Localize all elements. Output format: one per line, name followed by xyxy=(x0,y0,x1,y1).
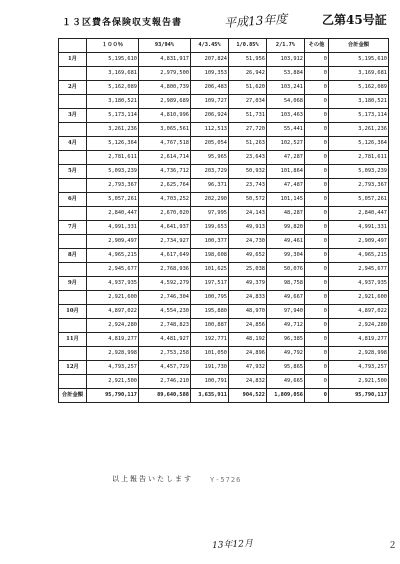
table-cell: 5,093,239 xyxy=(87,165,139,179)
column-header xyxy=(59,39,87,53)
month-cell xyxy=(59,179,87,193)
table-cell: 50,076 xyxy=(267,263,305,277)
exhibit-stamp: 乙第45号証 xyxy=(322,13,387,27)
table-cell: 103,463 xyxy=(267,109,305,123)
table-cell: 0 xyxy=(305,305,329,319)
report-table xyxy=(58,38,389,403)
table-cell: 192,771 xyxy=(191,333,229,347)
table-cell: 23,643 xyxy=(229,151,267,165)
table-cell: 0 xyxy=(305,235,329,249)
table-row xyxy=(59,235,389,249)
table-cell: 2,746,210 xyxy=(139,375,191,389)
table-cell: 0 xyxy=(305,347,329,361)
table-cell: 0 xyxy=(305,81,329,95)
column-header: 93/94% xyxy=(139,39,191,53)
month-cell xyxy=(59,263,87,277)
table-cell: 5,195,610 xyxy=(87,53,139,67)
total-cell: 95,790,117 xyxy=(329,389,389,403)
table-cell: 2,909,497 xyxy=(329,235,389,249)
handwritten-year: 平成13年度 xyxy=(223,11,288,31)
table-cell: 25,038 xyxy=(229,263,267,277)
table-cell: 4,810,996 xyxy=(139,109,191,123)
table-cell: 50,932 xyxy=(229,165,267,179)
month-cell: 8月 xyxy=(59,249,87,263)
table-cell: 2,921,600 xyxy=(87,291,139,305)
table-cell: 2,924,280 xyxy=(87,319,139,333)
table-header-row xyxy=(59,39,389,53)
total-cell: 904,522 xyxy=(229,389,267,403)
table-cell: 109,727 xyxy=(191,95,229,109)
table-cell: 4,592,279 xyxy=(139,277,191,291)
table-cell: 4,897,022 xyxy=(329,305,389,319)
total-cell: 3,635,911 xyxy=(191,389,229,403)
table-cell: 49,712 xyxy=(267,319,305,333)
table-cell: 24,833 xyxy=(229,291,267,305)
table-cell: 99,304 xyxy=(267,249,305,263)
table-cell: 2,928,998 xyxy=(87,347,139,361)
table-cell: 195,880 xyxy=(191,305,229,319)
table-cell: 48,192 xyxy=(229,333,267,347)
table-cell: 4,793,257 xyxy=(329,361,389,375)
table-row xyxy=(59,123,389,137)
table-cell: 4,457,729 xyxy=(139,361,191,375)
table-cell: 0 xyxy=(305,179,329,193)
table-cell: 2,781,611 xyxy=(87,151,139,165)
table-cell: 55,441 xyxy=(267,123,305,137)
table-cell: 51,620 xyxy=(229,81,267,95)
table-row xyxy=(59,207,389,221)
page-mark: ２ xyxy=(388,541,398,551)
table-cell: 99,820 xyxy=(267,221,305,235)
column-header: 1/0.85% xyxy=(229,39,267,53)
table-cell: 206,483 xyxy=(191,81,229,95)
table-cell: 0 xyxy=(305,221,329,235)
total-row xyxy=(59,389,389,403)
table-cell: 24,730 xyxy=(229,235,267,249)
table-cell: 54,068 xyxy=(267,95,305,109)
table-cell: 0 xyxy=(305,207,329,221)
document-title: １３区費各保険収支報告書 xyxy=(62,18,183,28)
table-cell: 2,921,500 xyxy=(329,375,389,389)
table-cell: 0 xyxy=(305,109,329,123)
table-cell: 198,608 xyxy=(191,249,229,263)
table-cell: 3,261,236 xyxy=(329,123,389,137)
table-cell: 49,652 xyxy=(229,249,267,263)
table-cell: 101,050 xyxy=(191,347,229,361)
table-cell: 51,956 xyxy=(229,53,267,67)
month-cell: 10月 xyxy=(59,305,87,319)
month-cell: 7月 xyxy=(59,221,87,235)
table-cell: 50,572 xyxy=(229,193,267,207)
table-cell: 97,995 xyxy=(191,207,229,221)
month-cell xyxy=(59,375,87,389)
table-cell: 4,897,022 xyxy=(87,305,139,319)
table-cell: 102,527 xyxy=(267,137,305,151)
table-cell: 0 xyxy=(305,361,329,375)
month-cell: 11月 xyxy=(59,333,87,347)
table-cell: 4,991,331 xyxy=(87,221,139,235)
table-cell: 95,865 xyxy=(267,361,305,375)
table-row xyxy=(59,95,389,109)
document-code: Y-5726 xyxy=(210,476,242,484)
table-cell: 100,377 xyxy=(191,235,229,249)
table-cell: 49,667 xyxy=(267,291,305,305)
table-cell: 4,965,215 xyxy=(329,249,389,263)
column-header: 合計金額 xyxy=(329,39,389,53)
table-cell: 2,768,936 xyxy=(139,263,191,277)
table-cell: 3,169,681 xyxy=(87,67,139,81)
table-cell: 2,753,258 xyxy=(139,347,191,361)
table-cell: 109,353 xyxy=(191,67,229,81)
table-row xyxy=(59,277,389,291)
table-cell: 0 xyxy=(305,151,329,165)
table-cell: 0 xyxy=(305,123,329,137)
table-cell: 4,703,252 xyxy=(139,193,191,207)
table-cell: 26,942 xyxy=(229,67,267,81)
column-header: 2/1.7% xyxy=(267,39,305,53)
table-cell: 0 xyxy=(305,333,329,347)
table-cell: 103,241 xyxy=(267,81,305,95)
table-cell: 5,057,261 xyxy=(329,193,389,207)
table-row xyxy=(59,249,389,263)
table-cell: 24,896 xyxy=(229,347,267,361)
table-cell: 95,965 xyxy=(191,151,229,165)
table-cell: 0 xyxy=(305,263,329,277)
table-cell: 0 xyxy=(305,291,329,305)
table-cell: 24,856 xyxy=(229,319,267,333)
table-cell: 207,824 xyxy=(191,53,229,67)
table-cell: 0 xyxy=(305,53,329,67)
table-cell: 3,180,521 xyxy=(329,95,389,109)
month-cell xyxy=(59,319,87,333)
table-cell: 4,641,937 xyxy=(139,221,191,235)
table-cell: 100,791 xyxy=(191,375,229,389)
table-cell: 103,912 xyxy=(267,53,305,67)
table-cell: 48,287 xyxy=(267,207,305,221)
table-cell: 48,970 xyxy=(229,305,267,319)
table-cell: 2,793,367 xyxy=(87,179,139,193)
table-cell: 4,554,230 xyxy=(139,305,191,319)
table-cell: 47,932 xyxy=(229,361,267,375)
table-cell: 2,945,677 xyxy=(329,263,389,277)
table-cell: 4,937,935 xyxy=(329,277,389,291)
table-cell: 4,819,277 xyxy=(87,333,139,347)
table-cell: 4,937,935 xyxy=(87,277,139,291)
table-cell: 0 xyxy=(305,67,329,81)
table-cell: 4,800,739 xyxy=(139,81,191,95)
table-cell: 96,385 xyxy=(267,333,305,347)
month-cell xyxy=(59,123,87,137)
handwritten-date: 13年12月 xyxy=(211,538,254,552)
table-cell: 4,831,917 xyxy=(139,53,191,67)
table-cell: 2,924,280 xyxy=(329,319,389,333)
table-cell: 101,145 xyxy=(267,193,305,207)
table-cell: 23,743 xyxy=(229,179,267,193)
table-row xyxy=(59,221,389,235)
table-cell: 53,884 xyxy=(267,67,305,81)
month-cell: 9月 xyxy=(59,277,87,291)
table-cell: 0 xyxy=(305,95,329,109)
table-cell: 2,921,600 xyxy=(329,291,389,305)
month-cell: 2月 xyxy=(59,81,87,95)
table-cell: 197,517 xyxy=(191,277,229,291)
table-cell: 4,991,331 xyxy=(329,221,389,235)
table-row xyxy=(59,151,389,165)
month-cell: 6月 xyxy=(59,193,87,207)
table-body xyxy=(59,53,389,403)
table-cell: 47,487 xyxy=(267,179,305,193)
table-cell: 2,748,823 xyxy=(139,319,191,333)
column-header: １００％ xyxy=(87,39,139,53)
table-row xyxy=(59,67,389,81)
table-row xyxy=(59,319,389,333)
table-cell: 0 xyxy=(305,137,329,151)
table-cell: 5,162,089 xyxy=(87,81,139,95)
table-cell: 2,909,497 xyxy=(87,235,139,249)
table-cell: 3,169,681 xyxy=(329,67,389,81)
table-cell: 2,670,020 xyxy=(139,207,191,221)
table-cell: 3,180,521 xyxy=(87,95,139,109)
table-cell: 2,989,689 xyxy=(139,95,191,109)
table-cell: 4,617,649 xyxy=(139,249,191,263)
month-cell xyxy=(59,151,87,165)
table-cell: 0 xyxy=(305,319,329,333)
table-cell: 49,792 xyxy=(267,347,305,361)
table-cell: 5,162,089 xyxy=(329,81,389,95)
table-row xyxy=(59,361,389,375)
table-cell: 202,290 xyxy=(191,193,229,207)
table-cell: 51,263 xyxy=(229,137,267,151)
table-cell: 2,840,447 xyxy=(329,207,389,221)
table-cell: 5,057,261 xyxy=(87,193,139,207)
month-cell: 4月 xyxy=(59,137,87,151)
closing-remark: 以上報告いたします xyxy=(112,475,193,483)
table-cell: 101,864 xyxy=(267,165,305,179)
table-row xyxy=(59,81,389,95)
table-cell: 4,819,277 xyxy=(329,333,389,347)
table-row xyxy=(59,333,389,347)
table-cell: 206,924 xyxy=(191,109,229,123)
month-cell xyxy=(59,291,87,305)
table-cell: 100,795 xyxy=(191,291,229,305)
table-row xyxy=(59,263,389,277)
table-cell: 2,979,500 xyxy=(139,67,191,81)
table-cell: 5,195,610 xyxy=(329,53,389,67)
table-cell: 0 xyxy=(305,249,329,263)
table-cell: 2,793,367 xyxy=(329,179,389,193)
table-cell: 24,832 xyxy=(229,375,267,389)
month-cell xyxy=(59,347,87,361)
table-cell: 3,261,236 xyxy=(87,123,139,137)
table-cell: 4,767,518 xyxy=(139,137,191,151)
table-cell: 96,371 xyxy=(191,179,229,193)
table-cell: 4,965,215 xyxy=(87,249,139,263)
month-cell xyxy=(59,207,87,221)
table-cell: 0 xyxy=(305,375,329,389)
total-cell: 1,809,056 xyxy=(267,389,305,403)
table-row xyxy=(59,109,389,123)
table-cell: 101,625 xyxy=(191,263,229,277)
column-header: その他 xyxy=(305,39,329,53)
table-cell: 199,653 xyxy=(191,221,229,235)
table-cell: 0 xyxy=(305,165,329,179)
table-row xyxy=(59,137,389,151)
table-cell: 2,945,677 xyxy=(87,263,139,277)
total-cell: 95,790,117 xyxy=(87,389,139,403)
table-cell: 49,665 xyxy=(267,375,305,389)
table-cell: 5,093,239 xyxy=(329,165,389,179)
table-cell: 100,887 xyxy=(191,319,229,333)
table-cell: 5,173,114 xyxy=(329,109,389,123)
table-cell: 4,793,257 xyxy=(87,361,139,375)
table-cell: 24,143 xyxy=(229,207,267,221)
table-cell: 2,928,998 xyxy=(329,347,389,361)
table-cell: 0 xyxy=(305,193,329,207)
table-row xyxy=(59,179,389,193)
table-row xyxy=(59,347,389,361)
table-cell: 49,913 xyxy=(229,221,267,235)
month-cell xyxy=(59,95,87,109)
table-cell: 97,940 xyxy=(267,305,305,319)
table-cell: 112,513 xyxy=(191,123,229,137)
column-header: 4/3.45% xyxy=(191,39,229,53)
table-cell: 5,126,364 xyxy=(87,137,139,151)
table-cell: 27,034 xyxy=(229,95,267,109)
month-cell: 3月 xyxy=(59,109,87,123)
table-cell: 205,054 xyxy=(191,137,229,151)
table-cell: 49,379 xyxy=(229,277,267,291)
table-row xyxy=(59,305,389,319)
table-row xyxy=(59,193,389,207)
table-cell: 0 xyxy=(305,277,329,291)
table-cell: 4,736,712 xyxy=(139,165,191,179)
table-cell: 2,781,611 xyxy=(329,151,389,165)
table-cell: 191,730 xyxy=(191,361,229,375)
table-cell: 2,734,927 xyxy=(139,235,191,249)
table-row xyxy=(59,375,389,389)
table-cell: 2,921,500 xyxy=(87,375,139,389)
month-cell xyxy=(59,235,87,249)
month-cell: 12月 xyxy=(59,361,87,375)
table-cell: 49,461 xyxy=(267,235,305,249)
table-cell: 47,287 xyxy=(267,151,305,165)
table-cell: 5,126,364 xyxy=(329,137,389,151)
month-cell: 5月 xyxy=(59,165,87,179)
table-cell: 203,729 xyxy=(191,165,229,179)
month-cell xyxy=(59,67,87,81)
report-table-container xyxy=(58,38,389,403)
table-cell: 51,731 xyxy=(229,109,267,123)
total-cell: 0 xyxy=(305,389,329,403)
table-cell: 3,065,561 xyxy=(139,123,191,137)
table-cell: 4,481,927 xyxy=(139,333,191,347)
total-cell: 89,640,588 xyxy=(139,389,191,403)
table-cell: 98,758 xyxy=(267,277,305,291)
table-cell: 2,614,714 xyxy=(139,151,191,165)
table-row xyxy=(59,291,389,305)
table-row xyxy=(59,165,389,179)
table-cell: 5,173,114 xyxy=(87,109,139,123)
table-cell: 2,746,304 xyxy=(139,291,191,305)
table-row xyxy=(59,53,389,67)
total-label: 合計金額 xyxy=(59,389,87,403)
table-cell: 27,720 xyxy=(229,123,267,137)
month-cell: 1月 xyxy=(59,53,87,67)
table-cell: 2,840,447 xyxy=(87,207,139,221)
table-cell: 2,625,764 xyxy=(139,179,191,193)
